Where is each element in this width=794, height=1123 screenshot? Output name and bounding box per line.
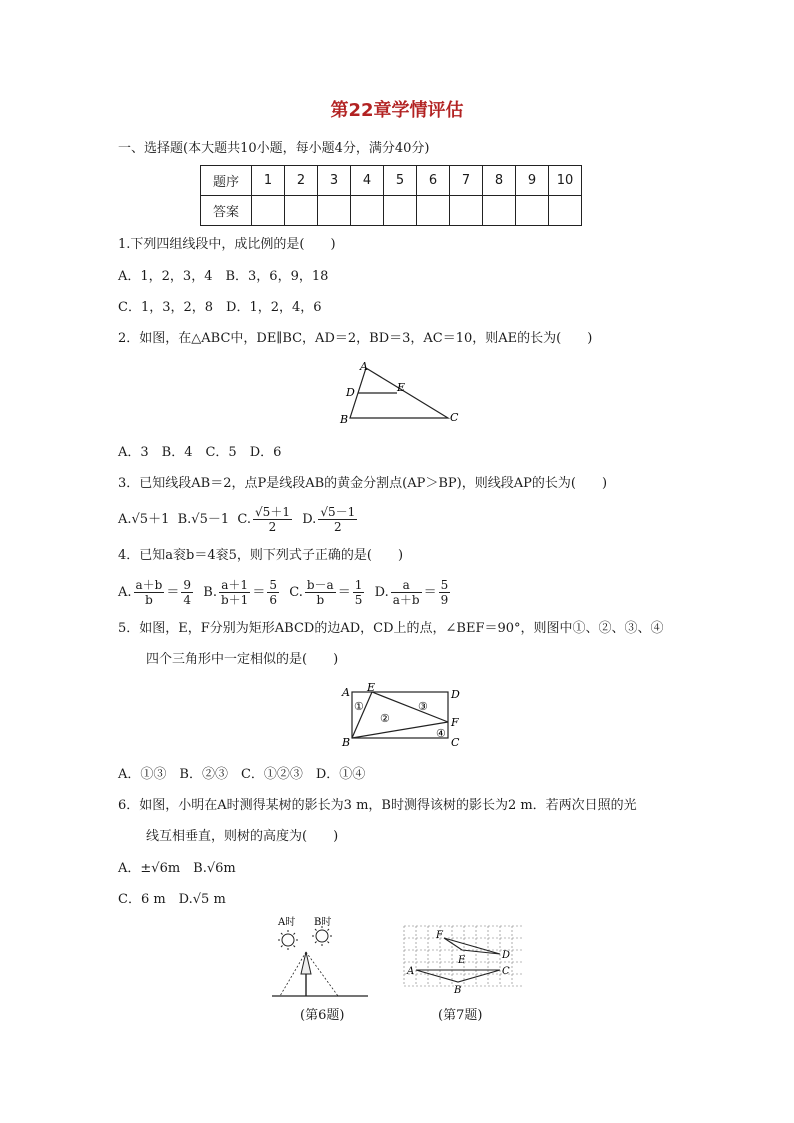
answer-cell[interactable] — [285, 196, 318, 226]
q2-triangle-figure — [330, 358, 470, 430]
label-time-b: B时 — [314, 917, 332, 928]
label-e: E — [367, 682, 376, 694]
answer-table-header-row — [201, 166, 582, 196]
triangle-fed — [444, 938, 500, 954]
q3-option-a: A.√5＋1 — [118, 512, 170, 527]
label-a: A — [342, 686, 350, 699]
answer-cell[interactable] — [252, 196, 285, 226]
label-d: D — [346, 386, 355, 399]
q4-option-d-label: D. — [374, 585, 389, 600]
label-d: D — [502, 950, 511, 961]
q4-option-b-left: $\frac{a+1}{b+1}$ — [220, 578, 249, 607]
label-f: F — [451, 716, 459, 729]
q1-options-row1: A．1，2，3，4 B．3，6，9，18 — [118, 269, 329, 284]
q6-options-row2: C．6 m D.√5 m — [118, 892, 226, 907]
label-triangle-4: ④ — [436, 727, 446, 740]
sun-icon — [278, 930, 298, 950]
label-c: C — [451, 736, 460, 749]
segment-bf — [352, 722, 448, 738]
q4-option-c-left: $\frac{b-a}{b}$ — [306, 578, 334, 607]
question-number-cell: 5 — [384, 166, 417, 196]
q4-option-a-left: $\frac{a+b}{b}$ — [135, 578, 163, 607]
q3-stem: 3．已知线段AB＝2，点P是线段AB的黄金分割点(AP＞BP)，则线段AP的长为( ) — [118, 476, 608, 491]
label-a: A — [407, 966, 415, 977]
q6-options-row1: A．±√6m B.√6m — [118, 861, 236, 876]
label-c: C — [450, 411, 459, 424]
tree-icon — [301, 952, 311, 996]
q4-option-b-label: B. — [203, 585, 217, 600]
q7-figure-caption: (第7题) — [438, 1008, 483, 1023]
answer-cell[interactable] — [483, 196, 516, 226]
label-triangle-3: ③ — [418, 700, 428, 713]
label-a: A — [360, 360, 368, 373]
label-b: B — [454, 985, 462, 996]
equals-sign: ＝ — [252, 585, 266, 600]
answer-cell[interactable] — [450, 196, 483, 226]
answer-table — [200, 165, 582, 226]
label-f: F — [436, 930, 443, 941]
triangle-acb — [416, 970, 500, 982]
q4-option-a-right: $\frac{9}{4}$ — [183, 578, 192, 607]
q7-grid-figure — [402, 924, 524, 998]
q6-tree-shadow-figure — [268, 912, 372, 1000]
q6-figure-caption: (第6题) — [300, 1008, 345, 1023]
label-b: B — [340, 413, 349, 426]
question-number-cell: 4 — [351, 166, 384, 196]
q3-option-c-fraction: $\frac{√5+1}{2}$ — [255, 505, 290, 534]
label-c: C — [502, 966, 510, 977]
equals-sign: ＝ — [166, 585, 180, 600]
answer-cell[interactable] — [318, 196, 351, 226]
question-number-cell: 3 — [318, 166, 351, 196]
q4-option-c-label: C. — [289, 585, 303, 600]
sun-icon — [312, 926, 332, 946]
label-time-a: A时 — [278, 917, 296, 928]
question-number-cell: 9 — [516, 166, 549, 196]
answer-cell[interactable] — [417, 196, 450, 226]
label-triangle-2: ② — [380, 712, 390, 725]
q4-option-d-right: $\frac{5}{9}$ — [440, 578, 449, 607]
q5-options: A．①③ B．②③ C．①②③ D．①④ — [118, 767, 366, 782]
question-number-cell: 8 — [483, 166, 516, 196]
q3-option-c-label: C. — [237, 512, 252, 527]
equals-sign: ＝ — [337, 585, 351, 600]
q4-option-a-label: A. — [118, 585, 132, 600]
answer-cell[interactable] — [384, 196, 417, 226]
q4-option-b-right: $\frac{5}{6}$ — [269, 578, 277, 607]
q6-stem-line2: 线互相垂直，则树的高度为( ) — [146, 829, 339, 844]
answer-label-cell: 答案 — [201, 196, 252, 226]
question-number-cell: 7 — [450, 166, 483, 196]
question-number-cell: 1 — [252, 166, 285, 196]
answer-cell[interactable] — [516, 196, 549, 226]
question-number-cell: 6 — [417, 166, 450, 196]
q4-option-d-left: $\frac{a}{a+b}$ — [392, 578, 420, 607]
q5-stem-line1: 5．如图，E，F分别为矩形ABCD的边AD，CD上的点，∠BEF＝90°，则图中①、②、③、④ — [118, 621, 664, 636]
q2-options: A．3 B．4 C．5 D．6 — [118, 445, 282, 460]
label-d: D — [451, 688, 460, 701]
q5-stem-line2: 四个三角形中一定相似的是( ) — [146, 652, 339, 667]
q4-options — [118, 575, 452, 611]
header-label-cell: 题序 — [201, 166, 252, 196]
q3-option-d-label: D. — [302, 512, 317, 527]
q4-option-c-right: $\frac{1}{5}$ — [354, 578, 363, 607]
label-triangle-1: ① — [354, 700, 364, 713]
segment-be — [352, 692, 372, 738]
q4-stem: 4．已知a衮b＝4衮5，则下列式子正确的是( ) — [118, 548, 404, 563]
label-e: E — [458, 955, 466, 966]
q3-option-b: B.√5－1 — [177, 512, 230, 527]
question-number-cell: 2 — [285, 166, 318, 196]
label-b: B — [342, 736, 351, 749]
answer-cell[interactable] — [351, 196, 384, 226]
q5-rectangle-figure — [338, 682, 464, 754]
page-title: 第22章学情评估 — [330, 100, 464, 121]
answer-table-answer-row — [201, 196, 582, 226]
question-number-cell: 10 — [549, 166, 582, 196]
rectangle-abcd — [352, 692, 448, 738]
q1-options-row2: C．1，3，2，8 D．1，2，4，6 — [118, 300, 322, 315]
label-e: E — [397, 381, 406, 394]
q3-option-d-fraction: $\frac{√5-1}{2}$ — [320, 505, 356, 534]
answer-cell[interactable] — [549, 196, 582, 226]
equals-sign: ＝ — [423, 585, 437, 600]
section-heading: 一、选择题(本大题共10小题，每小题4分，满分40分) — [118, 141, 430, 156]
q1-stem: 1.下列四组线段中，成比例的是( ) — [118, 237, 336, 252]
q6-stem-line1: 6．如图，小明在A时测得某树的影长为3 m，B时测得该树的影长为2 m．若两次日照的光 — [118, 798, 637, 813]
q2-stem: 2．如图，在△ABC中，DE∥BC，AD＝2，BD＝3，AC＝10，则AE的长为( ) — [118, 331, 593, 346]
q3-options — [118, 502, 359, 538]
